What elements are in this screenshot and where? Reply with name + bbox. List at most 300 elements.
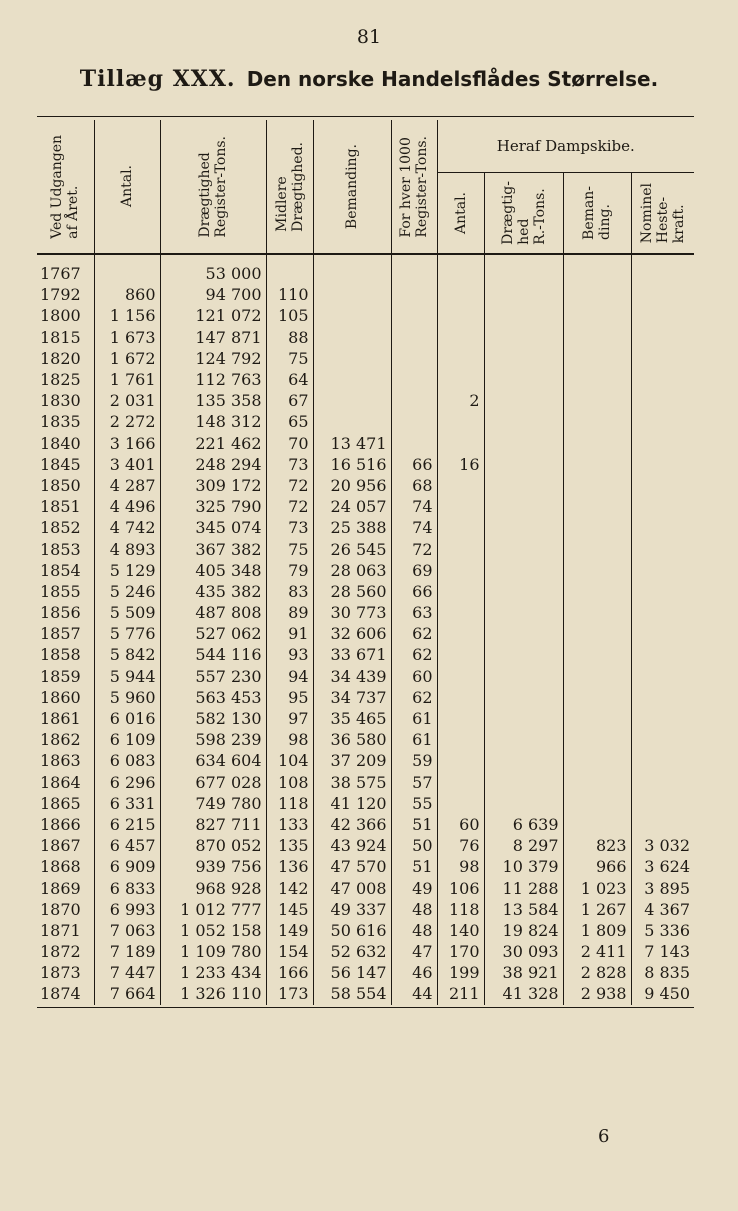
table-cell: 2 272	[94, 411, 160, 432]
year-cell: 1871	[40, 920, 81, 940]
table-cell: 487 808	[160, 602, 266, 623]
table-cell: 309 172	[160, 475, 266, 496]
table-cell	[631, 729, 694, 750]
table-row	[37, 708, 694, 729]
table-row	[37, 602, 694, 623]
year-cell: 1867	[40, 836, 81, 856]
table-cell: 108	[266, 772, 313, 793]
table-cell	[563, 793, 631, 814]
table-row	[37, 941, 694, 962]
fleet-table-wrapper	[37, 116, 694, 1008]
table-cell	[563, 411, 631, 432]
year-cell: 1865	[40, 793, 81, 813]
table-cell	[631, 581, 694, 602]
table-cell	[391, 390, 437, 411]
table-cell	[484, 560, 563, 581]
table-cell: 7 447	[94, 962, 160, 983]
table-cell	[563, 623, 631, 644]
table-cell	[563, 602, 631, 623]
table-cell: 44	[391, 983, 437, 1004]
table-cell: 3 166	[94, 433, 160, 454]
table-cell: 1 326 110	[160, 983, 266, 1004]
table-row	[37, 305, 694, 326]
table-cell: 6 331	[94, 793, 160, 814]
table-cell: 51	[391, 814, 437, 835]
table-cell: 6 639	[484, 814, 563, 835]
table-cell: 6 016	[94, 708, 160, 729]
table-cell: 173	[266, 983, 313, 1004]
table-cell: 7 189	[94, 941, 160, 962]
table-cell: 149	[266, 920, 313, 941]
table-cell: 72	[266, 475, 313, 496]
table-cell: 37 209	[313, 750, 391, 771]
table-cell	[631, 708, 694, 729]
table-cell: 98	[266, 729, 313, 750]
table-cell	[437, 433, 484, 454]
table-cell	[631, 538, 694, 559]
table-cell	[631, 644, 694, 665]
table-cell: 13 471	[313, 433, 391, 454]
year-cell: 1866	[40, 814, 81, 834]
table-cell: 74	[391, 496, 437, 517]
table-cell: 49 337	[313, 899, 391, 920]
table-cell	[484, 793, 563, 814]
table-cell: 91	[266, 623, 313, 644]
table-cell: 49	[391, 877, 437, 898]
header-tonnage: Drægtighed Register-Tons.	[160, 120, 266, 254]
table-cell	[631, 666, 694, 687]
table-cell	[266, 254, 313, 284]
table-cell: 6 109	[94, 729, 160, 750]
year-cell: 1874	[40, 984, 81, 1004]
table-cell: 68	[391, 475, 437, 496]
table-cell: 1 156	[94, 305, 160, 326]
table-row	[37, 856, 694, 877]
table-cell: 42 366	[313, 814, 391, 835]
table-cell: 72	[266, 496, 313, 517]
table-cell: 133	[266, 814, 313, 835]
table-cell: 75	[266, 538, 313, 559]
table-row	[37, 687, 694, 708]
table-cell: 582 130	[160, 708, 266, 729]
table-cell: 62	[391, 623, 437, 644]
table-cell	[563, 729, 631, 750]
table-cell: 11 288	[484, 877, 563, 898]
table-cell: 34 737	[313, 687, 391, 708]
header-steam-crew: Beman- ding.	[563, 173, 631, 255]
year-cell: 1852	[40, 518, 81, 538]
table-cell: 64	[266, 369, 313, 390]
table-cell: 4 496	[94, 496, 160, 517]
table-cell	[437, 348, 484, 369]
table-row	[37, 814, 694, 835]
table-cell: 89	[266, 602, 313, 623]
table-cell: 2 031	[94, 390, 160, 411]
table-cell	[313, 284, 391, 305]
table-cell: 124 792	[160, 348, 266, 369]
table-cell: 221 462	[160, 433, 266, 454]
table-cell: 966	[563, 856, 631, 877]
page-number: 81	[356, 26, 382, 48]
header-count: Antal.	[94, 120, 160, 254]
table-row	[37, 644, 694, 665]
table-cell	[631, 623, 694, 644]
table-cell	[484, 772, 563, 793]
header-crew-per-1000-tons: For hver 1000 Register-Tons.	[391, 120, 437, 254]
table-cell	[631, 454, 694, 475]
table-cell: 65	[266, 411, 313, 432]
table-cell	[437, 644, 484, 665]
table-cell	[437, 305, 484, 326]
table-cell: 9 450	[631, 983, 694, 1004]
table-cell: 70	[266, 433, 313, 454]
table-row	[37, 581, 694, 602]
year-cell: 1853	[40, 539, 81, 559]
table-cell: 10 379	[484, 856, 563, 877]
year-cell: 1850	[40, 475, 81, 495]
table-cell: 25 388	[313, 517, 391, 538]
year-cell: 1815	[40, 327, 81, 347]
table-cell	[484, 623, 563, 644]
table-row	[37, 327, 694, 348]
table-cell	[437, 369, 484, 390]
table-cell	[484, 305, 563, 326]
table-row	[37, 772, 694, 793]
table-cell: 26 545	[313, 538, 391, 559]
table-row	[37, 920, 694, 941]
table-row	[37, 560, 694, 581]
table-cell: 5 842	[94, 644, 160, 665]
table-cell: 4 287	[94, 475, 160, 496]
table-cell: 3 624	[631, 856, 694, 877]
table-cell: 1 809	[563, 920, 631, 941]
table-cell	[484, 454, 563, 475]
table-cell	[437, 496, 484, 517]
page-title	[0, 66, 738, 92]
table-cell: 527 062	[160, 623, 266, 644]
table-cell: 563 453	[160, 687, 266, 708]
table-cell	[484, 254, 563, 284]
table-row	[37, 750, 694, 771]
table-row	[37, 517, 694, 538]
table-cell	[94, 254, 160, 284]
table-cell	[631, 390, 694, 411]
table-cell	[563, 517, 631, 538]
table-cell	[391, 254, 437, 284]
table-cell	[437, 411, 484, 432]
table-cell: 118	[266, 793, 313, 814]
table-cell: 3 895	[631, 877, 694, 898]
table-cell	[391, 327, 437, 348]
table-cell	[631, 475, 694, 496]
table-cell	[484, 687, 563, 708]
table-cell: 104	[266, 750, 313, 771]
table-cell	[484, 517, 563, 538]
header-steamships-group: Heraf Dampskibe.	[437, 120, 694, 173]
table-cell: 827 711	[160, 814, 266, 835]
table-cell: 46	[391, 962, 437, 983]
table-cell: 56 147	[313, 962, 391, 983]
table-cell	[631, 284, 694, 305]
table-cell: 118	[437, 899, 484, 920]
table-cell: 41 120	[313, 793, 391, 814]
header-steam-tonnage: Drægtig- hed R.-Tons.	[484, 173, 563, 255]
table-cell	[631, 433, 694, 454]
table-cell	[563, 254, 631, 284]
table-row	[37, 454, 694, 475]
table-cell	[631, 602, 694, 623]
table-cell: 38 921	[484, 962, 563, 983]
table-cell: 367 382	[160, 538, 266, 559]
table-cell: 405 348	[160, 560, 266, 581]
table-cell	[631, 687, 694, 708]
table-cell: 5 129	[94, 560, 160, 581]
table-row	[37, 899, 694, 920]
table-cell	[484, 496, 563, 517]
year-cell: 1830	[40, 391, 81, 411]
table-cell: 544 116	[160, 644, 266, 665]
table-cell: 97	[266, 708, 313, 729]
table-row	[37, 496, 694, 517]
table-top-rule	[37, 116, 694, 117]
table-cell	[484, 729, 563, 750]
table-cell: 59	[391, 750, 437, 771]
table-row	[37, 411, 694, 432]
year-cell: 1864	[40, 772, 81, 792]
table-cell: 860	[94, 284, 160, 305]
table-cell: 52 632	[313, 941, 391, 962]
table-cell: 16	[437, 454, 484, 475]
table-cell	[313, 254, 391, 284]
table-cell: 38 575	[313, 772, 391, 793]
table-cell	[484, 708, 563, 729]
table-cell: 50 616	[313, 920, 391, 941]
table-cell: 62	[391, 644, 437, 665]
table-cell: 6 296	[94, 772, 160, 793]
year-cell: 1856	[40, 603, 81, 623]
table-cell	[484, 602, 563, 623]
table-cell: 94 700	[160, 284, 266, 305]
table-cell	[437, 623, 484, 644]
table-cell	[631, 411, 694, 432]
table-row	[37, 433, 694, 454]
table-cell	[437, 729, 484, 750]
table-cell: 53 000	[160, 254, 266, 284]
table-cell	[391, 433, 437, 454]
table-cell: 28 560	[313, 581, 391, 602]
table-cell: 4 367	[631, 899, 694, 920]
table-cell: 16 516	[313, 454, 391, 475]
table-cell: 939 756	[160, 856, 266, 877]
table-cell	[563, 560, 631, 581]
table-cell	[313, 390, 391, 411]
table-cell: 5 509	[94, 602, 160, 623]
table-cell	[484, 644, 563, 665]
year-cell: 1820	[40, 348, 81, 368]
year-cell: 1872	[40, 942, 81, 962]
table-cell: 61	[391, 729, 437, 750]
year-cell: 1868	[40, 857, 81, 877]
table-cell: 6 083	[94, 750, 160, 771]
table-cell	[563, 644, 631, 665]
table-cell: 106	[437, 877, 484, 898]
fleet-size-table	[37, 120, 694, 1005]
table-cell	[484, 475, 563, 496]
table-body	[37, 254, 694, 1005]
table-cell: 435 382	[160, 581, 266, 602]
table-cell: 1 267	[563, 899, 631, 920]
table-cell	[437, 327, 484, 348]
year-cell: 1858	[40, 645, 81, 665]
table-cell	[631, 793, 694, 814]
table-cell	[391, 369, 437, 390]
table-cell	[391, 284, 437, 305]
table-cell: 5 960	[94, 687, 160, 708]
table-cell	[563, 687, 631, 708]
table-cell	[437, 284, 484, 305]
table-cell	[631, 814, 694, 835]
table-cell: 63	[391, 602, 437, 623]
table-cell: 60	[391, 666, 437, 687]
table-cell: 60	[437, 814, 484, 835]
table-cell	[437, 517, 484, 538]
header-average-tonnage: Midlere Drægtighed.	[266, 120, 313, 254]
table-cell: 677 028	[160, 772, 266, 793]
table-cell	[437, 254, 484, 284]
table-cell: 166	[266, 962, 313, 983]
table-row	[37, 666, 694, 687]
table-cell	[563, 475, 631, 496]
year-cell: 1870	[40, 899, 81, 919]
table-cell	[563, 454, 631, 475]
table-cell	[631, 496, 694, 517]
table-cell	[484, 666, 563, 687]
table-cell: 105	[266, 305, 313, 326]
table-cell	[631, 327, 694, 348]
table-cell: 33 671	[313, 644, 391, 665]
table-cell: 6 993	[94, 899, 160, 920]
table-cell	[437, 750, 484, 771]
table-cell	[484, 411, 563, 432]
year-cell: 1800	[40, 306, 81, 326]
table-cell: 79	[266, 560, 313, 581]
year-cell: 1869	[40, 878, 81, 898]
year-cell: 1854	[40, 560, 81, 580]
table-cell	[484, 327, 563, 348]
table-cell	[313, 369, 391, 390]
table-cell: 5 776	[94, 623, 160, 644]
table-cell	[484, 369, 563, 390]
table-cell	[437, 793, 484, 814]
header-steam-horsepower: Nominel Heste- kraft.	[631, 173, 694, 255]
table-cell	[437, 538, 484, 559]
table-cell	[484, 581, 563, 602]
table-row	[37, 254, 694, 284]
table-cell	[563, 433, 631, 454]
table-cell	[563, 348, 631, 369]
appendix-label: Tillæg XXX.	[79, 66, 236, 92]
table-cell	[437, 560, 484, 581]
table-cell: 83	[266, 581, 313, 602]
year-cell: 1851	[40, 497, 81, 517]
table-cell: 48	[391, 920, 437, 941]
table-cell	[563, 708, 631, 729]
table-cell: 1 052 158	[160, 920, 266, 941]
signature-mark: 6	[598, 1126, 610, 1147]
table-cell: 3 401	[94, 454, 160, 475]
table-cell: 749 780	[160, 793, 266, 814]
table-cell	[484, 284, 563, 305]
table-row	[37, 284, 694, 305]
table-row	[37, 729, 694, 750]
table-cell	[631, 348, 694, 369]
table-cell: 142	[266, 877, 313, 898]
table-cell: 112 763	[160, 369, 266, 390]
table-cell: 47	[391, 941, 437, 962]
title-heading: Den norske Handelsflådes Størrelse.	[246, 67, 659, 91]
table-cell: 598 239	[160, 729, 266, 750]
year-cell: 1835	[40, 412, 81, 432]
table-cell: 47 570	[313, 856, 391, 877]
table-row	[37, 538, 694, 559]
table-cell: 2 938	[563, 983, 631, 1004]
table-cell: 8 835	[631, 962, 694, 983]
table-cell: 154	[266, 941, 313, 962]
table-cell: 47 008	[313, 877, 391, 898]
table-row	[37, 877, 694, 898]
year-cell: 1861	[40, 709, 81, 729]
table-cell: 66	[391, 581, 437, 602]
table-cell: 6 833	[94, 877, 160, 898]
table-cell	[391, 305, 437, 326]
table-cell: 24 057	[313, 496, 391, 517]
table-cell: 43 924	[313, 835, 391, 856]
table-cell: 75	[266, 348, 313, 369]
table-cell: 62	[391, 687, 437, 708]
table-cell: 35 465	[313, 708, 391, 729]
header-crew: Bemanding.	[313, 120, 391, 254]
table-cell	[631, 560, 694, 581]
header-steam-count: Antal.	[437, 173, 484, 255]
table-cell: 72	[391, 538, 437, 559]
table-row	[37, 475, 694, 496]
table-cell: 6 457	[94, 835, 160, 856]
table-cell: 7 143	[631, 941, 694, 962]
table-cell	[313, 305, 391, 326]
table-cell: 634 604	[160, 750, 266, 771]
table-cell	[313, 327, 391, 348]
table-cell: 211	[437, 983, 484, 1004]
table-cell: 823	[563, 835, 631, 856]
year-cell: 1855	[40, 581, 81, 601]
table-row	[37, 983, 694, 1004]
table-cell: 95	[266, 687, 313, 708]
table-cell: 4 893	[94, 538, 160, 559]
table-cell: 4 742	[94, 517, 160, 538]
table-cell	[563, 814, 631, 835]
table-cell	[563, 750, 631, 771]
table-cell	[437, 475, 484, 496]
table-cell	[563, 496, 631, 517]
table-cell: 19 824	[484, 920, 563, 941]
table-cell	[484, 433, 563, 454]
table-cell	[563, 284, 631, 305]
table-cell	[391, 348, 437, 369]
table-cell: 110	[266, 284, 313, 305]
table-cell: 66	[391, 454, 437, 475]
table-cell	[437, 581, 484, 602]
table-cell: 8 297	[484, 835, 563, 856]
